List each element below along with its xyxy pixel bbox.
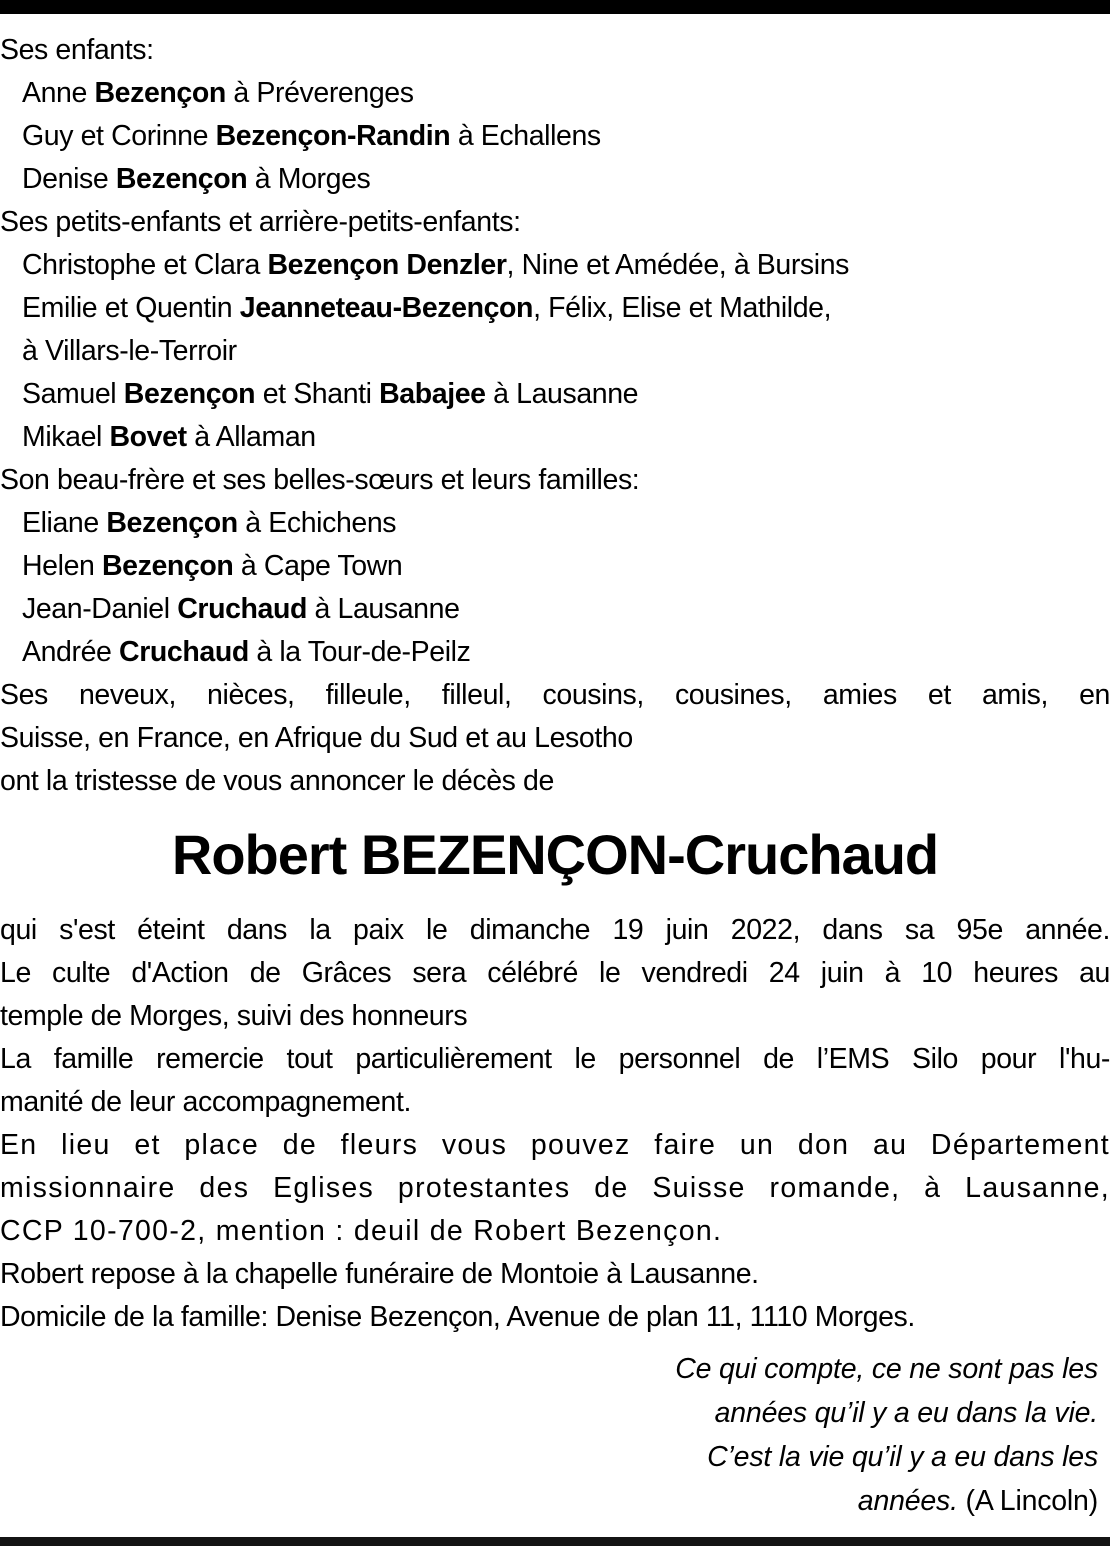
text-line [0,1167,1110,1210]
text: à Morges [247,163,371,195]
text-line [0,158,1110,201]
text-line [0,1435,1098,1479]
text: Domicile de la famille: Denise Bezençon, Avenue de plan 11, 1110 Morges. [0,1301,915,1333]
text: qui s'est éteint dans la paix le dimanche 19 juin 2022, dans sa 95e année. [0,914,1110,946]
text: manité de leur accompagnement. [0,1086,411,1118]
text: temple de Morges, suivi des honneurs [0,1000,468,1032]
text: En lieu et place de fleurs vous pouvez faire un don au Département [0,1129,1110,1161]
text-line [0,674,1110,717]
text-line [0,72,1110,115]
text: missionnaire des Eglises protestantes de Suisse romande, à Lausanne, [0,1172,1110,1204]
text: Andrée [22,636,120,668]
text: Helen [22,550,102,582]
text: à Villars-le-Terroir [22,335,237,367]
quote-section [0,1347,1110,1523]
text: Denise [22,163,116,195]
text-line [0,545,1110,588]
announcement-section [0,909,1110,1339]
text-line [0,115,1110,158]
text: à Allaman [186,421,316,453]
text-line [0,1253,1110,1296]
italic-text: C’est la vie qu’il y a eu dans les [707,1441,1098,1473]
text: Anne [22,77,95,109]
text-line [0,1347,1098,1391]
text: Eliane [22,507,107,539]
italic-text: années qu’il y a eu dans la vie. [714,1397,1098,1429]
italic-text: années. [857,1485,966,1517]
bold-text: Bezençon [123,378,256,410]
text: Ses enfants: [0,34,154,66]
text-line [0,416,1110,459]
text: Jean-Daniel [22,593,178,625]
text: Guy et Corinne [22,120,216,152]
text-line [0,330,1110,373]
bold-text: Bezençon Denzler [267,249,507,281]
deceased-name-title: Robert BEZENÇON-Cruchaud [171,823,939,886]
top-border [0,0,1110,14]
bold-text: Bezençon [101,550,234,582]
bold-text: Babajee [379,378,486,410]
text-line [0,952,1110,995]
text-line [0,201,1110,244]
text-line [0,909,1110,952]
text: , Nine et Amédée, à Bursins [506,249,850,281]
bottom-border [0,1537,1110,1546]
bold-text: Cruchaud [119,636,249,668]
text: Ses petits-enfants et arrière-petits-enfants: [0,206,521,238]
text: Samuel [22,378,124,410]
bold-text: Cruchaud [177,593,308,625]
bold-text: Jeanneteau-Bezençon [239,292,534,324]
text-line [0,1296,1110,1339]
text: , Félix, Elise et Mathilde, [533,292,832,324]
text-line [0,459,1110,502]
text: Emilie et Quentin [22,292,240,324]
bold-text: Bezençon-Randin [215,120,451,152]
bold-text: Bezençon [115,163,248,195]
italic-text: Ce qui compte, ce ne sont pas les [675,1353,1098,1385]
text-line [0,995,1110,1038]
text: ont la tristesse de vous annoncer le décès de [0,765,554,797]
text-line [0,244,1110,287]
text: La famille remercie tout particulièrement le personnel de l’EMS Silo pour l'hu- [0,1043,1110,1075]
text: à la Tour-de-Peilz [248,636,471,668]
text: Suisse, en France, en Afrique du Sud et au Lesotho [0,722,633,754]
text-line [0,1038,1110,1081]
text: à Cape Town [233,550,403,582]
notice-content [0,14,1110,1523]
text: Son beau-frère et ses belles-sœurs et leurs familles: [0,464,640,496]
text: Mikael [22,421,110,453]
text-line [0,717,1110,760]
text-line [0,760,1110,803]
bold-text: Bezençon [94,77,226,109]
text: à Lausanne [307,593,460,625]
text-line [0,631,1110,674]
text: à Echallens [450,120,601,152]
text: à Echichens [237,507,397,539]
text: à Lausanne [485,378,639,410]
text-line [0,1479,1098,1523]
family-section [0,29,1110,803]
text-line [0,1391,1098,1435]
text-line [0,1081,1110,1124]
bold-text: Bezençon [106,507,238,539]
text: Christophe et Clara [22,249,268,281]
text: Ses neveux, nièces, filleule, filleul, cousins, cousines, amies et amis, en [0,679,1110,711]
text: et Shanti [255,378,380,410]
text-line [0,29,1110,72]
text: CCP 10-700-2, mention : deuil de Robert Bezençon. [0,1215,723,1247]
text-line [0,502,1110,545]
text: à Préverenges [225,77,414,109]
text-line [0,373,1110,416]
text-line [0,588,1110,631]
text-line [0,1124,1110,1167]
text: Le culte d'Action de Grâces sera célébré le vendredi 24 juin à 10 heures au [0,957,1110,989]
bold-text: Bovet [109,421,187,453]
text-line [0,1210,1110,1253]
text-line [0,287,1110,330]
text: Robert repose à la chapelle funéraire de Montoie à Lausanne. [0,1258,759,1290]
text: (A Lincoln) [965,1485,1098,1517]
